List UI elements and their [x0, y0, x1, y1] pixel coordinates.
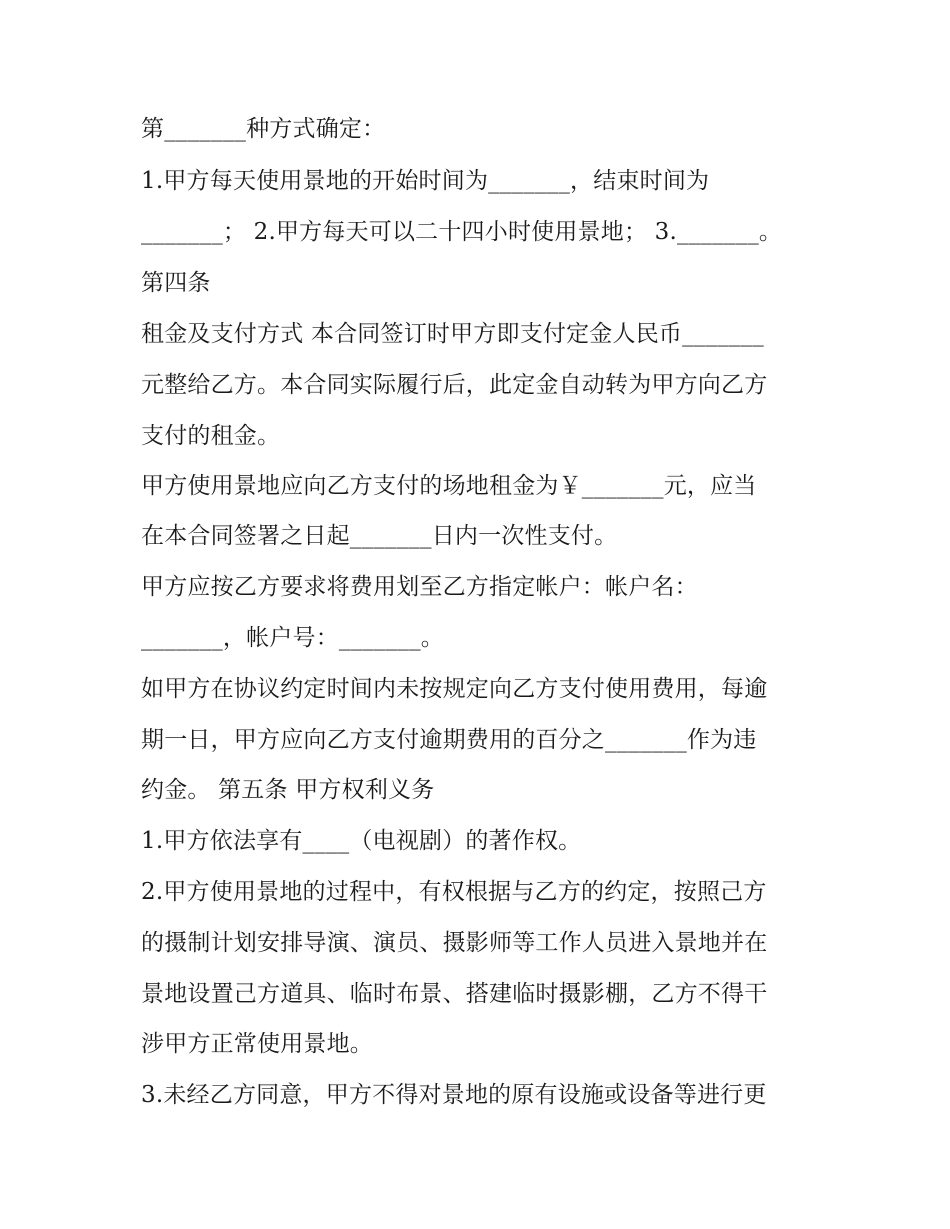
text-line: 3.未经乙方同意，甲方不得对景地的原有设施或设备等进行更 [141, 1082, 767, 1108]
text-line: 甲方使用景地应向乙方支付的场地租金为￥_______元，应当 [141, 473, 757, 499]
text-line: 在本合同签署之日起_______日内一次性支付。 [141, 523, 618, 549]
text-line: 2.甲方使用景地的过程中，有权根据与乙方的约定，按照己方 [141, 879, 767, 905]
text-line: 元整给乙方。本合同实际履行后，此定金自动转为甲方向乙方 [141, 372, 768, 398]
text-line: 第_______种方式确定： [141, 116, 386, 142]
text-line: 1.甲方依法享有____（电视剧）的著作权。 [141, 828, 582, 854]
text-line: 甲方应按乙方要求将费用划至乙方指定帐户：帐户名： [141, 574, 698, 600]
text-line: 如甲方在协议约定时间内未按规定向乙方支付使用费用，每逾 [141, 676, 768, 702]
text-line: _______，帐户号：_______。 [141, 625, 444, 651]
text-line: 支付的租金。 [141, 423, 281, 449]
text-line: 景地设置己方道具、临时布景、搭建临时摄影棚，乙方不得干 [141, 981, 768, 1007]
text-line: 约金。 第五条 甲方权利义务 [141, 777, 435, 803]
text-line: _______； 2.甲方每天可以二十四小时使用景地； 3._______。 [141, 219, 783, 245]
section-heading: 第四条 [141, 270, 211, 296]
text-line: 期一日，甲方应向乙方支付逾期费用的百分之_______作为违 [141, 727, 757, 753]
text-line: 租金及支付方式 本合同签订时甲方即支付定金人民币_______ [141, 321, 765, 347]
text-line: 1.甲方每天使用景地的开始时间为_______，结束时间为 [141, 168, 710, 194]
text-line: 的摄制计划安排导演、演员、摄影师等工作人员进入景地并在 [141, 930, 768, 956]
text-line: 涉甲方正常使用景地。 [141, 1031, 373, 1057]
